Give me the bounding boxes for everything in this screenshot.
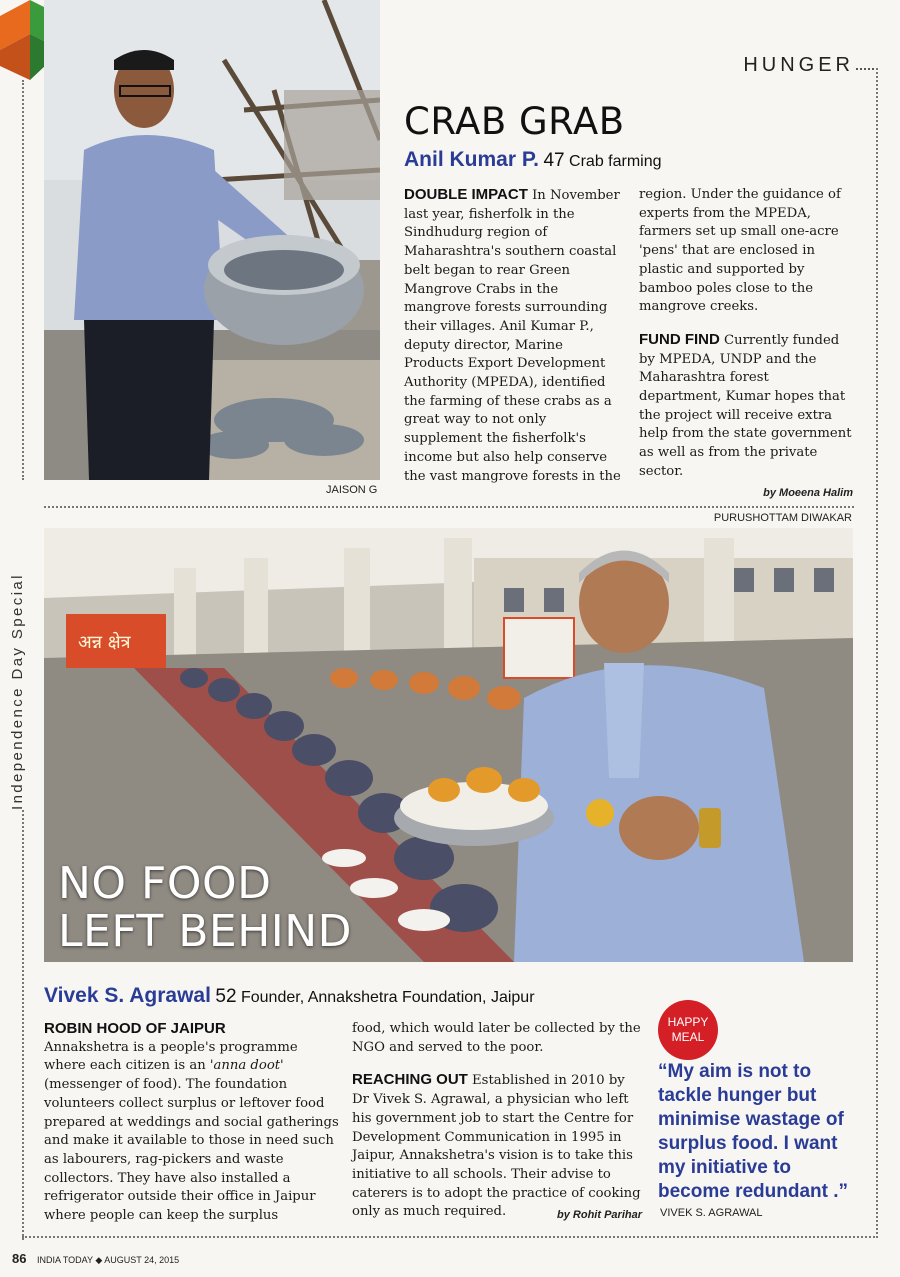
quote-attribution: VIVEK S. AGRAWAL xyxy=(660,1207,763,1219)
byline-anil-kumar xyxy=(404,148,662,172)
subhead-fund-find: FUND FIND xyxy=(639,330,720,348)
footer-diamond-icon: ◆ xyxy=(95,1255,105,1265)
left-dotted-rule xyxy=(22,80,24,480)
subhead-reaching-out: REACHING OUT xyxy=(352,1071,468,1089)
article2-column-2 xyxy=(352,1020,642,1225)
badge-line-1: HAPPY xyxy=(667,1015,709,1029)
page-footer xyxy=(12,1251,179,1266)
person-name: Anil Kumar P. xyxy=(404,148,539,171)
issue-date: AUGUST 24, 2015 xyxy=(104,1255,180,1265)
person-topic: Founder, Annakshetra Foundation, Jaipur xyxy=(240,989,535,1006)
overlay-line-1: NO FOOD xyxy=(58,858,272,909)
subhead-double-impact: DOUBLE IMPACT xyxy=(404,186,528,203)
article1-para1-cont: region. Under the guidance of experts from the MPEDA, farmers set up small one-acre 'pens' that are enclosed in plastic and supported by bamboo poles close to the mangrove creeks. xyxy=(639,187,841,315)
pull-quote: “My aim is not to tackle hunger but minimise wastage of surplus food. I want my initiative to become redundant .” xyxy=(658,1061,849,1202)
subhead-robin-hood: ROBIN HOOD OF JAIPUR xyxy=(44,1020,226,1037)
article2-para2-block xyxy=(352,1071,642,1222)
left-dotted-rule-lower xyxy=(22,810,24,1240)
badge-line-2: MEAL xyxy=(671,1030,705,1044)
photo-anil-kumar xyxy=(44,0,380,480)
banner-hindi-text: अन्न क्षेत्र xyxy=(78,632,131,653)
happy-meal-badge xyxy=(658,1000,718,1060)
article1-para2-block xyxy=(639,331,853,482)
article1-column-2 xyxy=(639,186,853,502)
article2-para1-em: 'anna doot' xyxy=(209,1058,284,1074)
author-moeena-halim: by Moeena Halim xyxy=(763,486,853,499)
photo-overlay-title xyxy=(58,860,352,956)
magazine-name: INDIA TODAY xyxy=(36,1255,93,1265)
article2-para1-cont: food, which would later be collected by the NGO and served to the poor. xyxy=(352,1021,641,1055)
article2-para1-a: Annakshetra is a people's programme where each citizen is an xyxy=(44,1039,298,1074)
section-tag-rule xyxy=(856,68,878,70)
side-label xyxy=(6,490,32,810)
overlay-line-2: LEFT BEHIND xyxy=(58,906,353,957)
person-age: 52 xyxy=(215,986,237,1007)
page-number: 86 xyxy=(12,1251,27,1266)
section-tag: HUNGER xyxy=(743,54,854,76)
person-topic: Crab farming xyxy=(569,153,662,170)
person-name: Vivek S. Agrawal xyxy=(44,984,211,1007)
article1-para1: In November last year, fisherfolk in the Sindhudurg region of Maharashtra's southern coastal belt began to rear Green Mangrove Crabs in the mangrove forests surrounding their villages. Anil Kumar P., deputy director, Marine Products Export Development Authority (MPEDA), identified the farming of these crabs as a great way to not only supplement the fisherfolk's income but also help conserve the vast mangrove forests in the xyxy=(404,188,621,484)
footer-rule xyxy=(22,1236,878,1238)
photo-credit-main: PURUSHOTTAM DIWAKAR xyxy=(713,512,852,524)
article1-column-1 xyxy=(404,186,624,486)
section-divider xyxy=(44,506,854,508)
article2-para1-b: (messenger of food). The foundation volunteers collect surplus or leftover food prepared at weddings and social gatherings and make it available to those in need such as labourers, rag-pickers and waste collectors. They have also installed a refrigerator outside their office in Jaipur where people can keep the surplus xyxy=(44,1077,339,1224)
side-label-text: Independence Day Special xyxy=(9,573,26,810)
photo-credit-top: JAISON G xyxy=(326,484,378,496)
author-rohit-parihar: by Rohit Parihar xyxy=(557,1209,642,1222)
headline-crab-grab: CRAB GRAB xyxy=(404,100,625,143)
article1-para2: Currently funded by MPEDA, UNDP and the Maharashtra forest department, Kumar hopes that the project will receive extra help from the state government as well as from the private sector. xyxy=(639,332,852,479)
person-age: 47 xyxy=(543,150,565,171)
article2-para2: Established in 2010 by Dr Vivek S. Agrawal, a physician who left his government job to start the Centre for Development Communication in 1995 in Jaipur, Annakshetra's vision is to take this initiative to all schools. Their advise to caterers is to adopt the practice of cooking only as much required. xyxy=(352,1073,641,1220)
byline-vivek-agrawal xyxy=(44,984,535,1008)
article2-column-1 xyxy=(44,1020,340,1226)
right-dotted-rule xyxy=(876,68,878,1238)
